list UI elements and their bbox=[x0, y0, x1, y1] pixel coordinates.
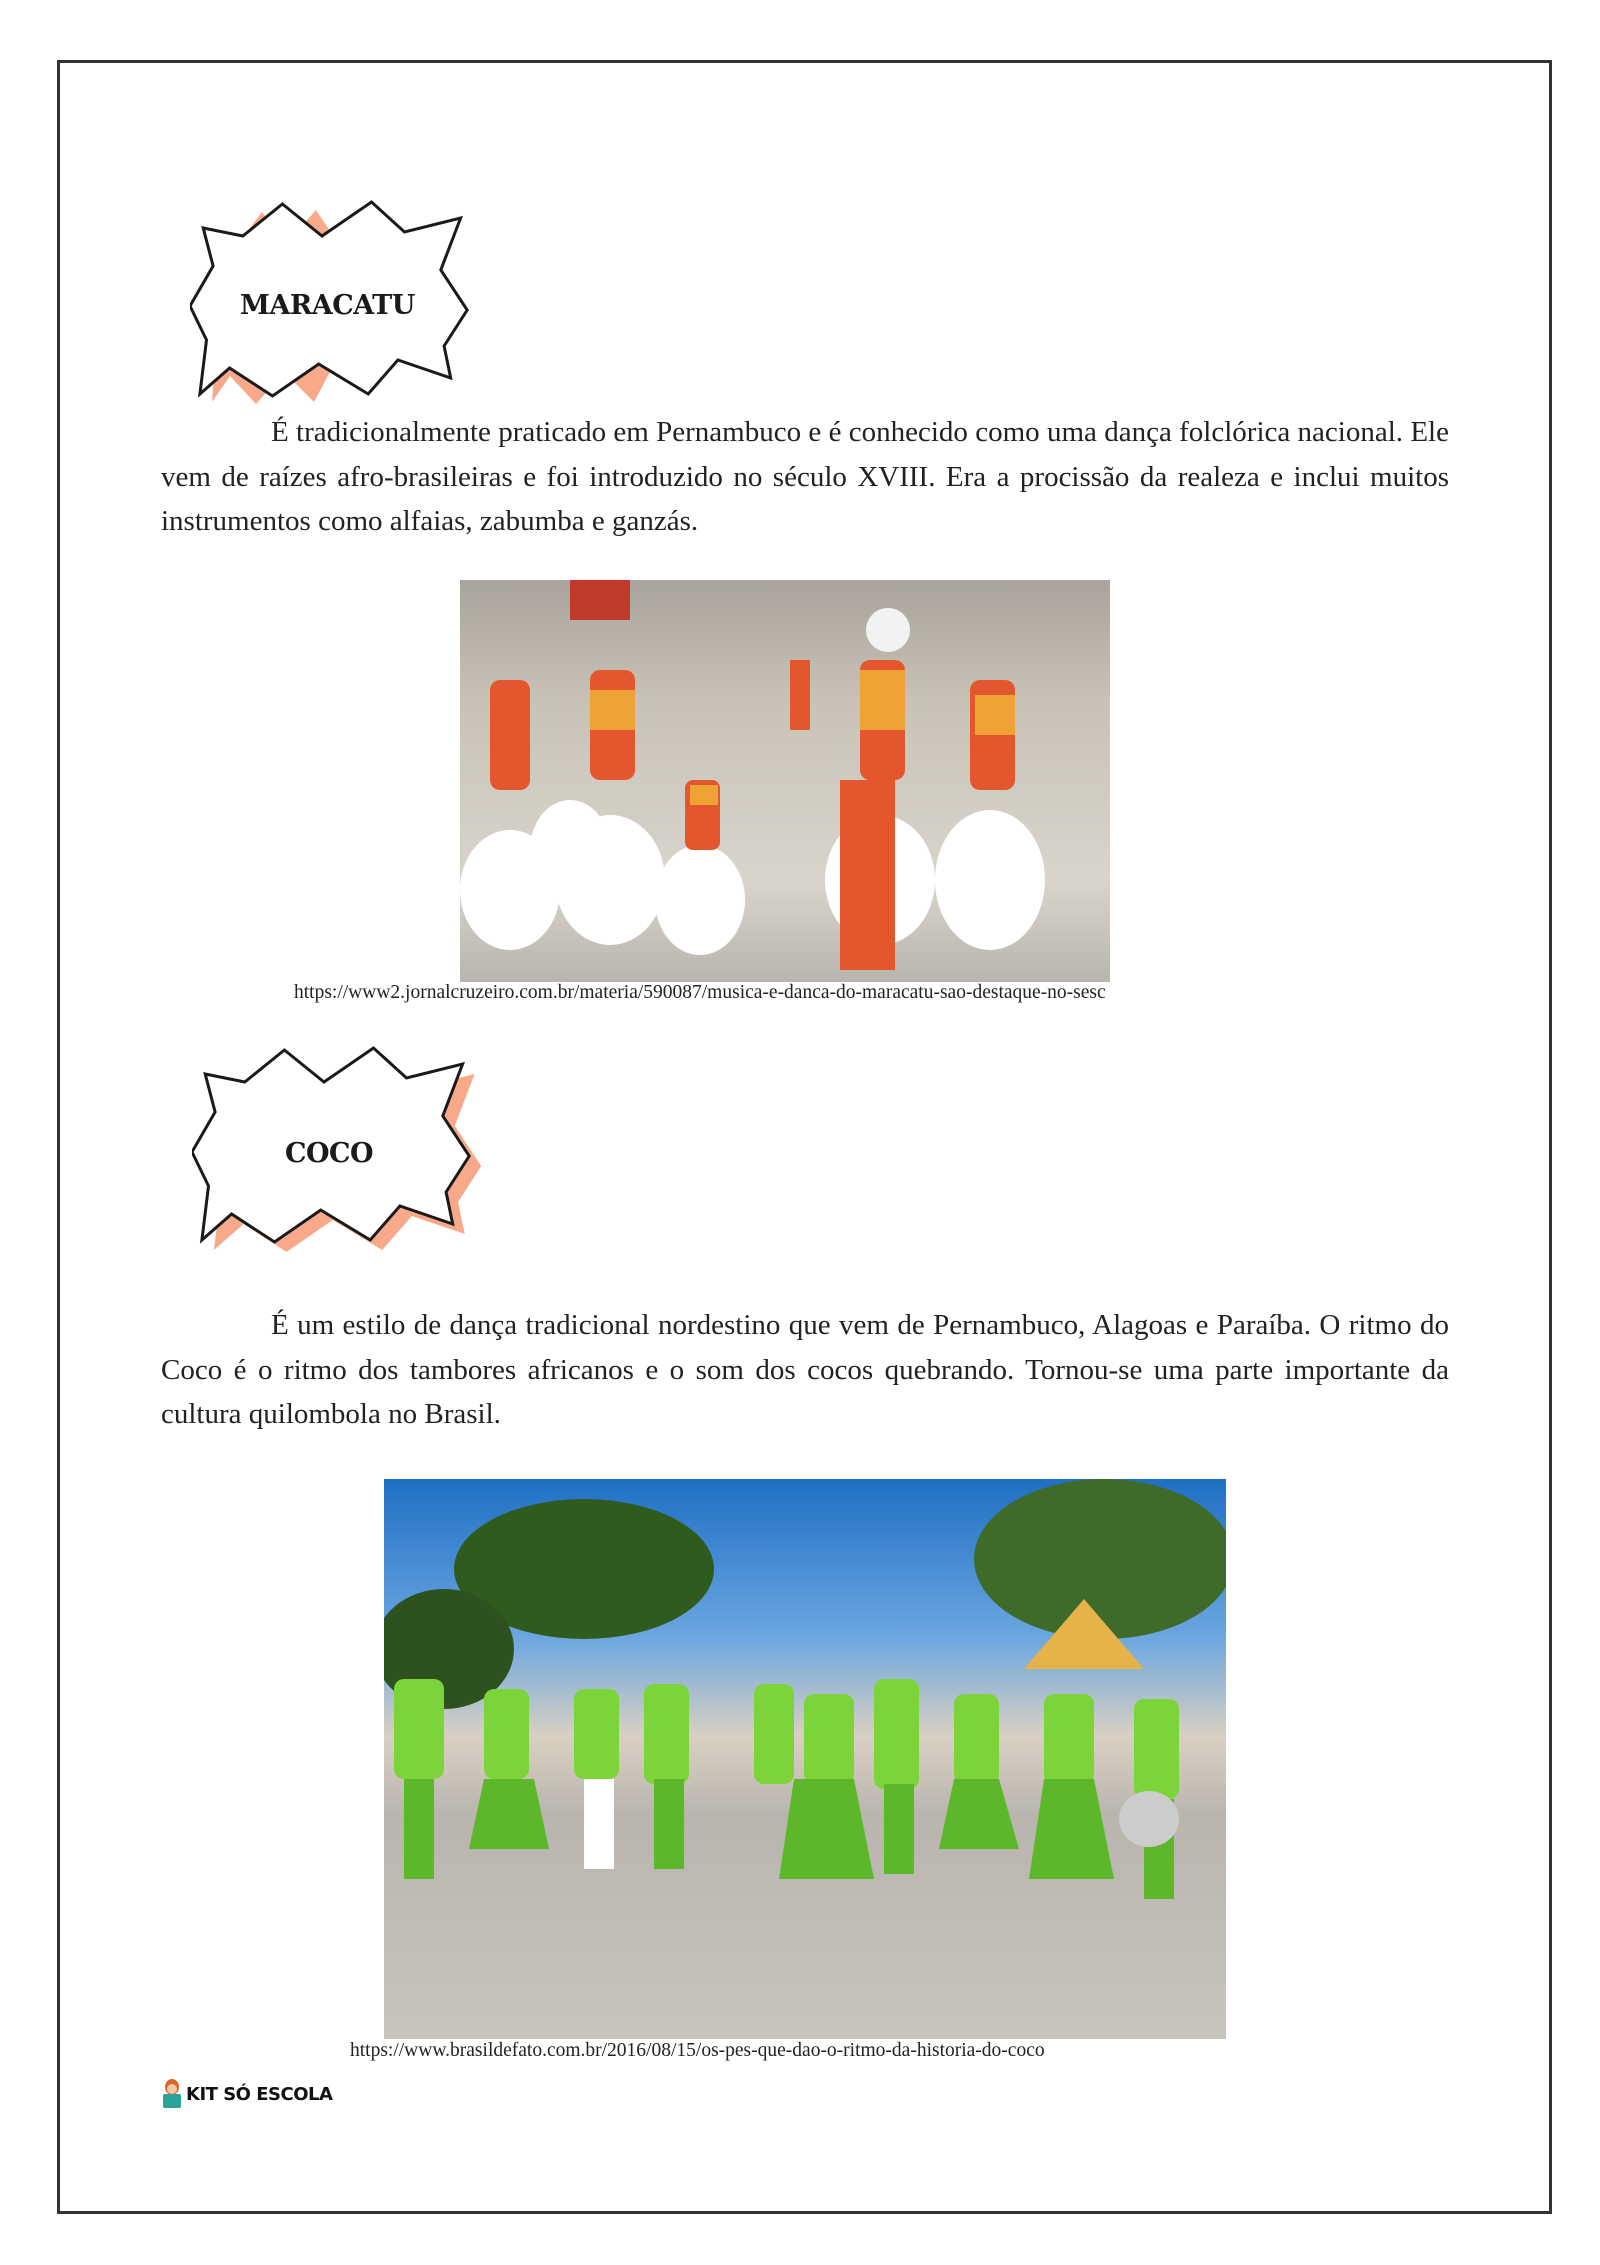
coco-photo bbox=[384, 1479, 1226, 2039]
coco-image-source: https://www.brasildefato.com.br/2016/08/15/os-pes-que-dao-o-ritmo-da-historia-do-coco bbox=[350, 2040, 1045, 2061]
coco-paragraph bbox=[161, 1303, 1449, 1437]
kit-so-escola-logo bbox=[161, 2079, 332, 2109]
maracatu-text: É tradicionalmente praticado em Pernambuco e é conhecido como uma dança folclórica nacional. Ele vem de raízes afro-brasileiras e foi introduzido no século XVIII. Era a procissão da realeza e inclui muitos instrumentos como alfaias, zabumba e ganzás. bbox=[161, 416, 1449, 537]
maracatu-photo bbox=[460, 580, 1110, 982]
maracatu-title: MARACATU bbox=[240, 290, 415, 321]
logo-text: KIT SÓ ESCOLA bbox=[186, 2083, 333, 2105]
coco-text: É um estilo de dança tradicional nordestino que vem de Pernambuco, Alagoas e Paraíba. O ritmo do Coco é o ritmo dos tambores africanos e o som dos cocos quebrando. Tornou-se uma parte importante da cultura quilombola no Brasil. bbox=[161, 1309, 1449, 1430]
coco-title: COCO bbox=[285, 1138, 374, 1169]
girl-reading-icon bbox=[161, 2079, 183, 2109]
maracatu-paragraph bbox=[161, 410, 1449, 544]
maracatu-image-source: https://www2.jornalcruzeiro.com.br/materia/590087/musica-e-danca-do-maracatu-sao-destaque-no-sesc bbox=[294, 982, 1106, 1003]
